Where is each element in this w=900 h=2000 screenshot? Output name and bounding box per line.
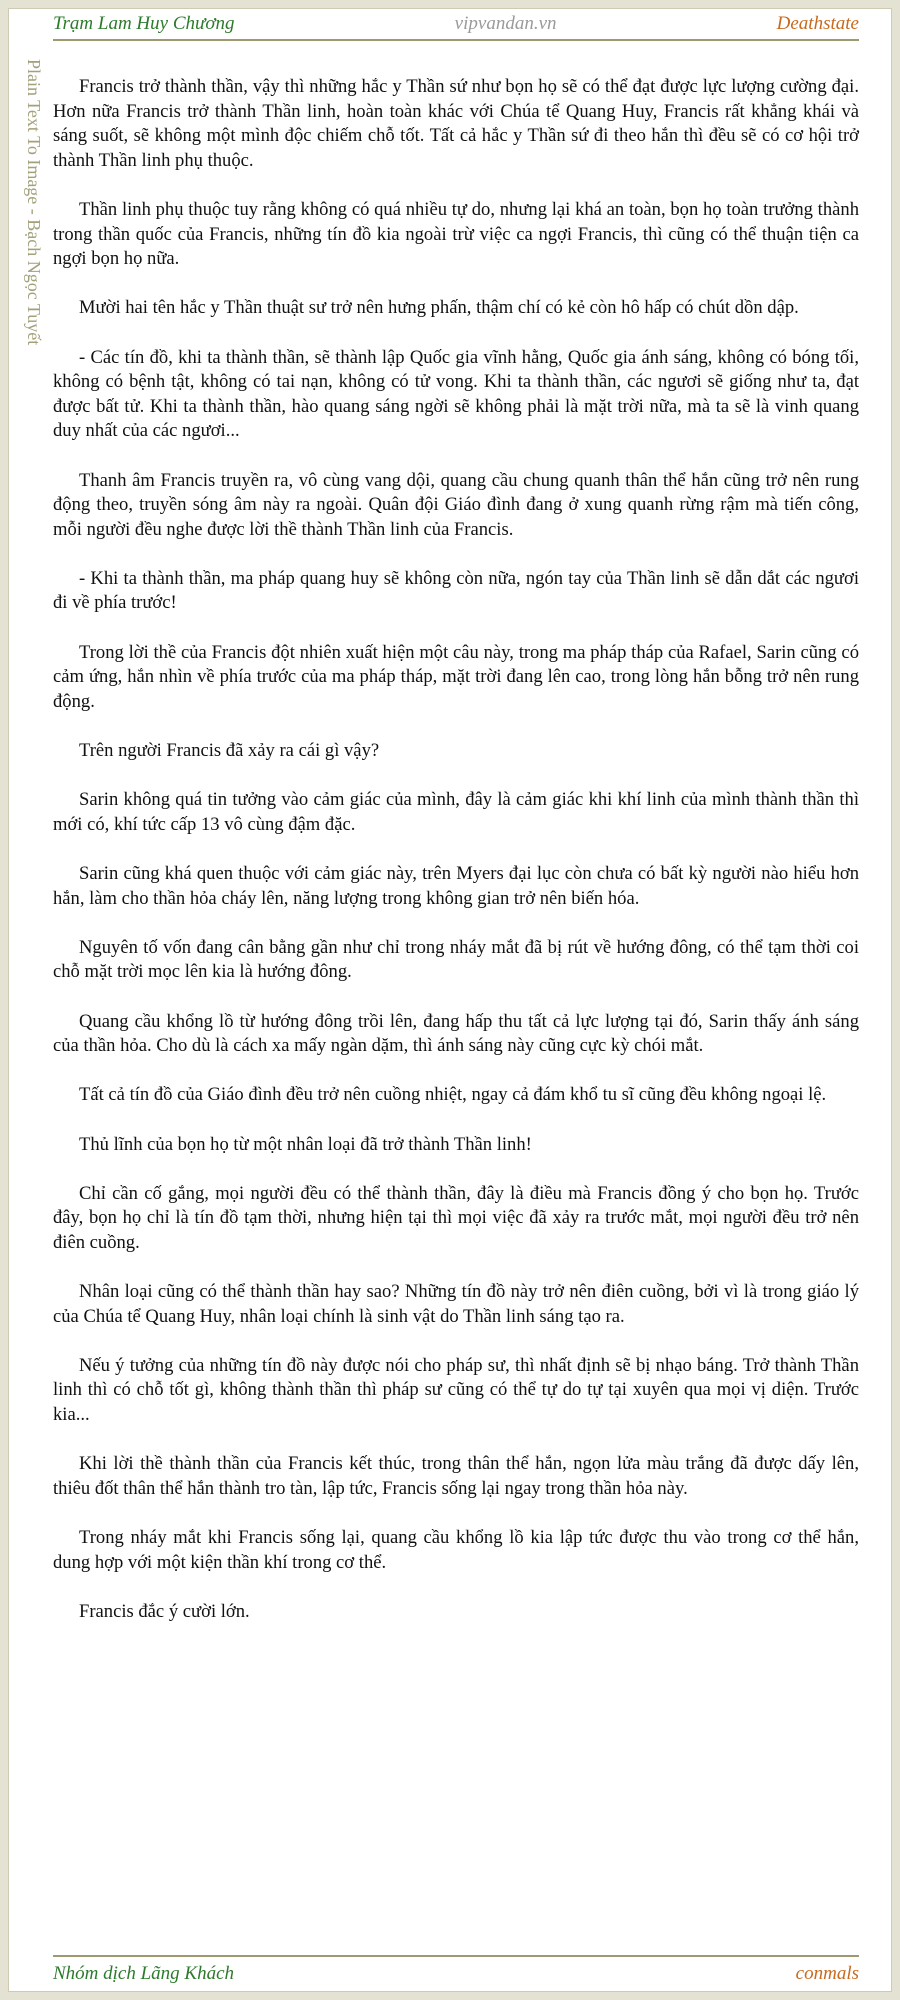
- paragraph: Trên người Francis đã xảy ra cái gì vậy?: [79, 740, 380, 762]
- paragraph: Nhân loại cũng có thể thành thần hay sao? Những tín đồ này trở nên điên cuồng, bởi vì là trong giáo lý của Chúa tể Quang Huy, nhân loại chính là sinh vật do Thần linh sáng tạo ra.: [53, 1281, 859, 1327]
- page-footer: [53, 1955, 859, 1991]
- paragraph: Nguyên tố vốn đang cân bằng gần như chỉ trong nháy mắt đã bị rút về hướng đông, có thể tạm thời coi chỗ mặt trời mọc lên kia là hướng đông.: [53, 936, 859, 983]
- paragraph: Sarin không quá tin tưởng vào cảm giác của mình, đây là cảm giác khi khí linh của mình thành thần thì mới có, khí tức cấp 13 vô cùng đậm đặc.: [53, 789, 859, 835]
- paragraph: Sarin cũng khá quen thuộc với cảm giác này, trên Myers đại lục còn chưa có bất kỳ người nào hiểu hơn hắn, làm cho thần hỏa cháy lên, năng lượng trong không gian trở nên biến hóa.: [53, 863, 859, 909]
- side-watermark-label: Plain Text To Image - Bạch Ngọc Tuyết: [24, 59, 44, 346]
- page: [8, 8, 892, 1992]
- header-site-name: Trạm Lam Huy Chương: [53, 13, 235, 34]
- chapter-body: [53, 75, 859, 1649]
- footer-editor: conmals: [795, 1963, 859, 1984]
- paragraph: - Khi ta thành thần, ma pháp quang huy sẽ không còn nữa, ngón tay của Thần linh sẽ dẫn dắt các ngươi đi về phía trước!: [53, 567, 859, 614]
- paragraph: Chỉ cần cố gắng, mọi người đều có thể thành thần, đây là điều mà Francis đồng ý cho bọn họ. Trước đây, bọn họ chỉ là tín đồ tạm thời, nhưng hiện tại thì mọi việc đã xảy ra trước mắt, mọi người đều trở nên điên cuồng.: [53, 1182, 859, 1253]
- paragraph: Khi lời thề thành thần của Francis kết thúc, trong thân thể hắn, ngọn lửa màu trắng đã được dấy lên, thiêu đốt thân thể hắn thành tro tàn, lập tức, Francis sống lại ngay trong thần hỏa này.: [53, 1453, 859, 1499]
- paragraph: - Các tín đồ, khi ta thành thần, sẽ thành lập Quốc gia vĩnh hằng, Quốc gia ánh sáng, không có bóng tối, không có bệnh tật, không có tai nạn, không có tử vong. Khi ta thành thần, các ngươi sẽ giống như ta, đạt được bất tử. Khi ta thành thần, hào quang sáng ngời sẽ không phải là mặt trời nữa, mà ta sẽ là vinh quang duy nhất của các ngươi...: [53, 346, 859, 442]
- header-domain: vipvandan.vn: [454, 13, 557, 34]
- footer-translator-group: Nhóm dịch Lãng Khách: [53, 1963, 235, 1984]
- header-author: Deathstate: [776, 13, 859, 34]
- page-header: [53, 9, 859, 41]
- paragraph: Francis trở thành thần, vậy thì những hắc y Thần sứ như bọn họ sẽ có thể đạt được lực lượng cường đại. Hơn nữa Francis trở thành Thần linh, hoàn toàn khác với Chúa tể Quang Huy, Francis rất khẳng khái và sáng suốt, sẽ không một mình độc chiếm chỗ tốt. Tất cả hắc y Thần sứ đi theo hắn thì đều sẽ có cơ hội trở thành Thần linh phụ thuộc.: [53, 76, 859, 171]
- paragraph: Tất cả tín đồ của Giáo đình đều trở nên cuồng nhiệt, ngay cả đám khổ tu sĩ cũng đều không ngoại lệ.: [79, 1084, 827, 1106]
- paragraph: Thần linh phụ thuộc tuy rằng không có quá nhiều tự do, nhưng lại khá an toàn, bọn họ toàn trưởng thành trong thần quốc của Francis, những tín đồ kia ngoài trừ việc ca ngợi Francis, thì cũng có thể thuận tiện ca ngợi bọn họ nữa.: [53, 198, 859, 270]
- paragraph: Mười hai tên hắc y Thần thuật sư trở nên hưng phấn, thậm chí có kẻ còn hô hấp có chút dồn dập.: [79, 297, 799, 319]
- paragraph: Thủ lĩnh của bọn họ từ một nhân loại đã trở thành Thần linh!: [79, 1133, 532, 1155]
- paragraph: Quang cầu khổng lồ từ hướng đông trồi lên, đang hấp thu tất cả lực lượng tại đó, Sarin thấy ánh sáng của thần hỏa. Cho dù là cách xa mấy ngàn dặm, thì ánh sáng này cũng cực kỳ chói mắt.: [53, 1010, 859, 1057]
- paragraph: Trong nháy mắt khi Francis sống lại, quang cầu khổng lồ kia lập tức được thu vào trong cơ thể hắn, dung hợp với một kiện thần khí trong cơ thể.: [53, 1527, 859, 1573]
- paragraph: Nếu ý tưởng của những tín đồ này được nói cho pháp sư, thì nhất định sẽ bị nhạo báng. Trở thành Thần linh thì có chỗ tốt gì, không thành thần thì pháp sư cũng có thể tự do tự tại xuyên qua mọi vị diện. Trước kia...: [53, 1354, 859, 1426]
- paragraph: Thanh âm Francis truyền ra, vô cùng vang dội, quang cầu chung quanh thân thể hắn cũng trở nên rung động theo, truyền sóng âm này ra ngoài. Quân đội Giáo đình đang ở xung quanh rừng rậm mà tiến công, mỗi người đều nghe được lời thề thành Thần linh của Francis.: [53, 469, 859, 540]
- paragraph: Francis đắc ý cười lớn.: [79, 1600, 250, 1622]
- paragraph: Trong lời thề của Francis đột nhiên xuất hiện một câu này, trong ma pháp tháp của Rafael, Sarin cũng có cảm ứng, hắn nhìn về phía trước của ma pháp tháp, mặt trời đang lên cao, trong lòng hắn bỗng trở nên rung động.: [53, 641, 859, 712]
